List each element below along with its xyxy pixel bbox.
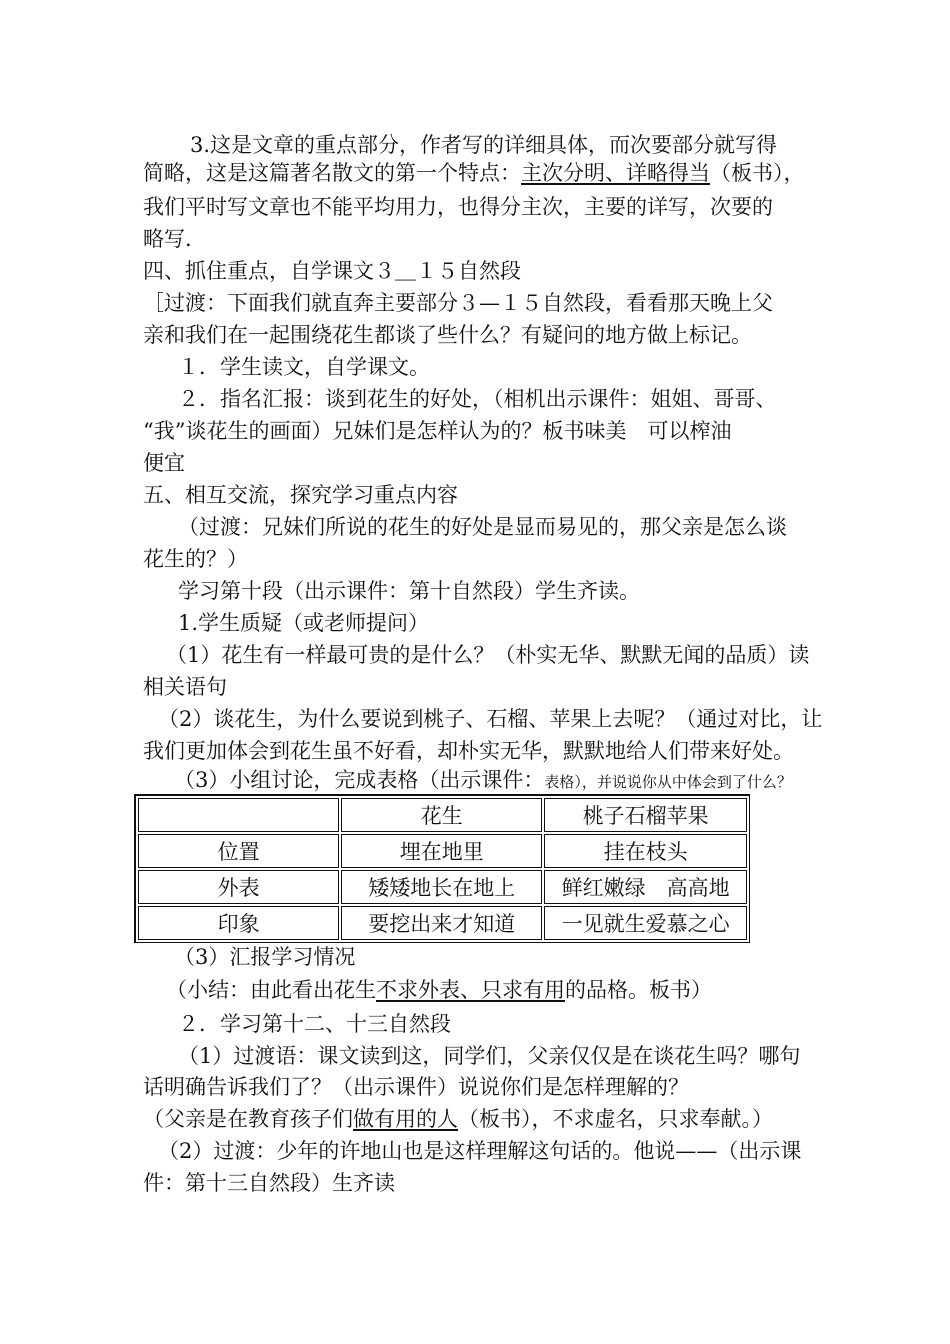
- text-line: “我”谈花生的画面）兄妹们是怎样认为的？板书味美 可以榨油: [143, 419, 732, 443]
- table-cell: 花生: [341, 798, 542, 832]
- text-span: （父亲是在教育孩子们: [143, 1107, 353, 1131]
- text-span: 简略，这是这篇著名散文的第一个特点：: [143, 161, 521, 185]
- text-line: （3）汇报学习情况: [174, 945, 356, 969]
- text-line: 件：第十三自然段）生齐读: [143, 1171, 395, 1195]
- text-line: 相关语句: [143, 675, 227, 699]
- table-header-row: [138, 798, 747, 832]
- table-row: [138, 870, 747, 904]
- table-cell: 挂在枝头: [544, 834, 747, 868]
- section-heading: 四、抓住重点，自学课文３＿１５自然段: [143, 259, 521, 283]
- text-line: 便宜: [143, 451, 185, 475]
- text-line: （1）过渡语：课文读到这，同学们，父亲仅仅是在谈花生吗？哪句: [178, 1044, 801, 1068]
- text-span: （板书），不求虚名，只求奉献。）: [458, 1107, 773, 1131]
- text-span: （3）小组讨论，完成表格（出示课件：: [174, 768, 545, 792]
- text-line: [143, 159, 805, 187]
- text-line: （2）谈花生，为什么要说到桃子、石榴、苹果上去呢？（通过对比，让: [158, 707, 823, 731]
- text-span: （小结：由此看出花生: [166, 978, 376, 1002]
- text-line: [174, 766, 792, 796]
- comparison-table: [134, 794, 750, 943]
- table-row: [138, 834, 747, 868]
- table-row: [138, 906, 747, 940]
- text-line: （1）花生有一样最可贵的是什么？（朴实无华、默默无闻的品质）读: [166, 643, 810, 667]
- table-cell: 外表: [138, 870, 339, 904]
- table-cell: 桃子石榴苹果: [544, 798, 747, 832]
- text-line: 学习第十段（出示课件：第十自然段）学生齐读。: [178, 579, 640, 603]
- table-cell: 埋在地里: [341, 834, 542, 868]
- section-heading: 五、相互交流，探究学习重点内容: [143, 483, 458, 507]
- text-line: （过渡：兄妹们所说的花生的好处是显而易见的，那父亲是怎么谈: [178, 515, 787, 539]
- table-cell: 位置: [138, 834, 339, 868]
- text-line: （2）过渡：少年的许地山也是这样理解这句话的。他说——（出示课: [158, 1139, 802, 1163]
- text-line: 1.学生质疑（或老师提问）: [178, 611, 430, 635]
- table-cell: 要挖出来才知道: [341, 906, 542, 940]
- text-line: 亲和我们在一起围绕花生都谈了些什么？有疑问的地方做上标记。: [143, 323, 752, 347]
- underlined-text: 主次分明、详略得当: [521, 161, 710, 185]
- text-line: ２．学习第十二、十三自然段: [178, 1012, 451, 1036]
- table-cell: 印象: [138, 906, 339, 940]
- text-line: 花生的？）: [143, 547, 248, 571]
- text-span: 的品格。板书）: [565, 978, 712, 1002]
- table-cell: [138, 798, 339, 832]
- table-cell: 一见就生爱慕之心: [544, 906, 747, 940]
- small-text: 表格），并说说你从中体会到了什么？: [544, 773, 792, 791]
- text-line: 我们平时写文章也不能平均用力，也得分主次，主要的详写，次要的: [143, 195, 773, 219]
- table-cell: 鲜红嫩绿 高高地: [544, 870, 747, 904]
- text-line: ［过渡：下面我们就直奔主要部分３—１５自然段，看看那天晚上父: [143, 291, 773, 315]
- text-line: [143, 1105, 773, 1133]
- text-line: 我们更加体会到花生虽不好看，却朴实无华，默默地给人们带来好处。: [143, 739, 794, 763]
- text-line: [166, 976, 712, 1004]
- text-span: （板书），: [710, 161, 805, 185]
- table-cell: 矮矮地长在地上: [341, 870, 542, 904]
- underlined-text: 不求外表、只求有用: [376, 978, 565, 1002]
- text-line: １．学生读文，自学课文。: [178, 355, 430, 379]
- text-line: 3.这是文章的重点部分，作者写的详细具体，而次要部分就写得: [190, 133, 778, 157]
- text-line: 话明确告诉我们了？（出示课件）说说你们是怎样理解的？: [143, 1075, 689, 1099]
- text-line: 略写.: [143, 227, 192, 251]
- underlined-text: 做有用的人: [353, 1107, 458, 1131]
- text-line: ２．指名汇报：谈到花生的好处，（相机出示课件：姐姐、哥哥、: [178, 387, 777, 411]
